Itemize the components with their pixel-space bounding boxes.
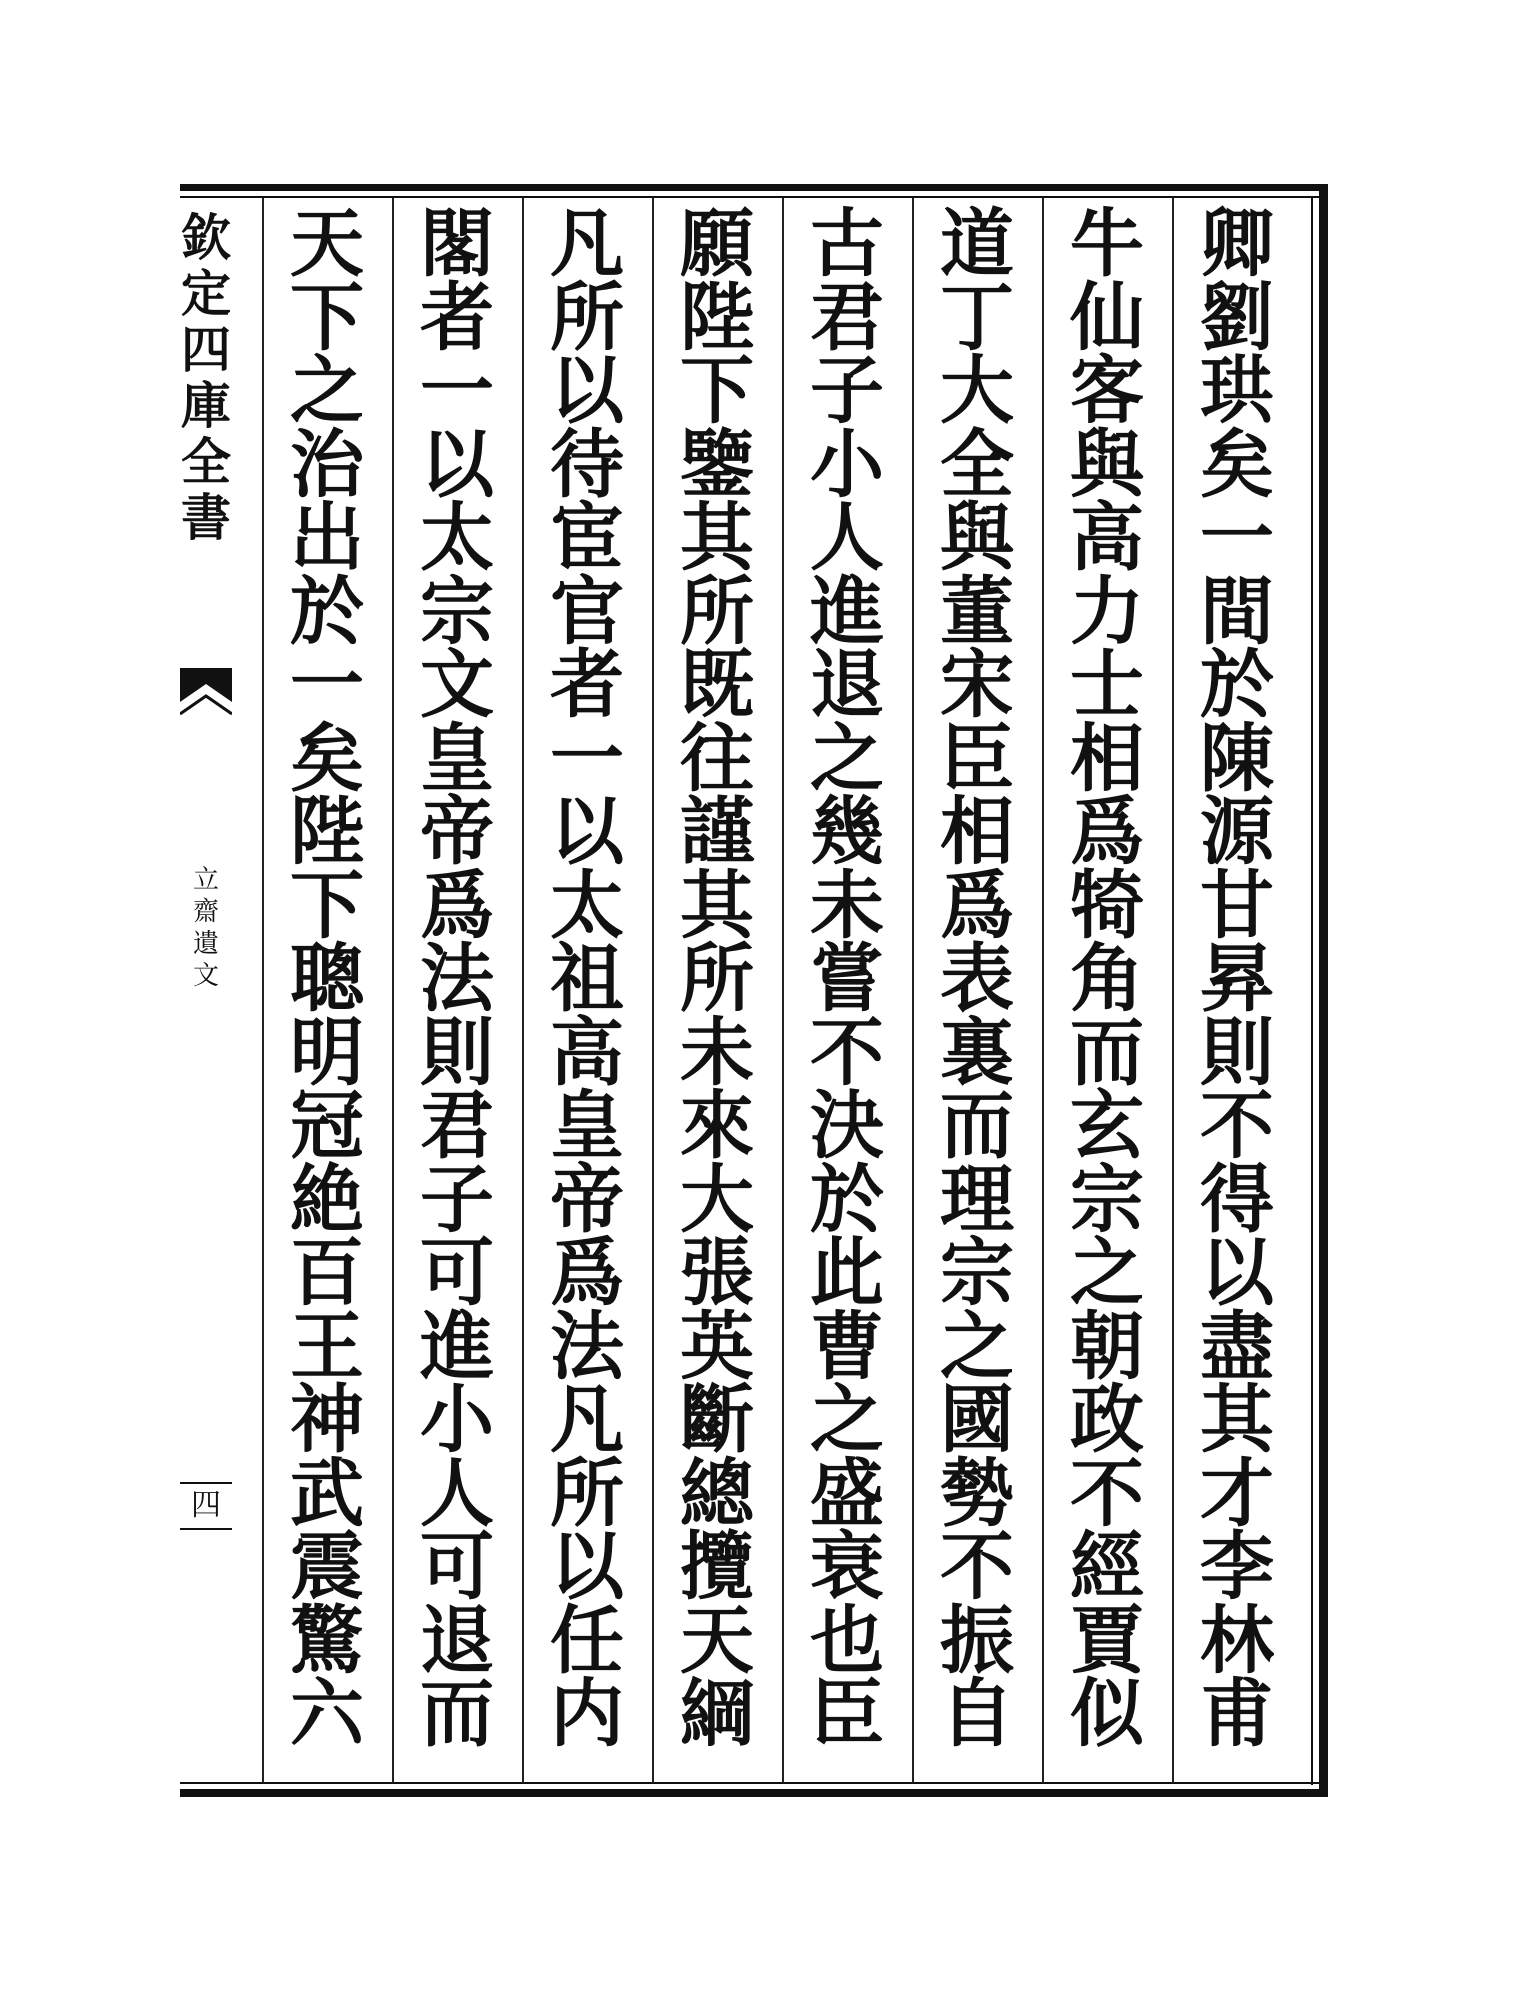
book-title <box>180 210 232 546</box>
text-char: 爲 <box>1070 789 1144 875</box>
text-char: 進 <box>810 568 884 655</box>
text-char: 官 <box>550 568 624 655</box>
text-char: 鑒 <box>680 421 754 508</box>
text-char: 矣 <box>1200 421 1274 508</box>
text-char: 其 <box>680 862 754 949</box>
text-char: 裏 <box>940 1009 1014 1096</box>
text-char: 神 <box>290 1377 364 1463</box>
text-char: 皇 <box>550 1083 624 1169</box>
text-char: 者 <box>550 642 624 728</box>
text-char: 以 <box>550 789 624 875</box>
text-char: 下 <box>290 274 364 361</box>
page-number: 四 <box>191 1488 221 1523</box>
text-char: 高 <box>1070 495 1144 581</box>
text-column <box>1181 201 1293 1778</box>
text-char: 全 <box>940 421 1014 508</box>
text-char: 任 <box>550 1597 624 1684</box>
text-char: 而 <box>1070 1009 1144 1096</box>
text-char: 百 <box>290 1230 364 1316</box>
text-char: 治 <box>290 421 364 508</box>
text-char: 以 <box>1200 1230 1274 1316</box>
text-char: 一 <box>420 348 494 434</box>
text-char: 皇 <box>420 715 494 802</box>
text-char: 以 <box>550 348 624 434</box>
text-char: 才 <box>1200 1450 1274 1537</box>
text-char: 往 <box>680 715 754 802</box>
text-char: 出 <box>290 495 364 581</box>
text-char: 綱 <box>680 1671 754 1757</box>
column-divider <box>1042 198 1044 1783</box>
text-char: 決 <box>810 1083 884 1169</box>
text-char: 進 <box>420 1303 494 1390</box>
text-char: 所 <box>550 274 624 361</box>
column-divider <box>522 198 524 1783</box>
page-frame <box>180 184 1328 1797</box>
text-char: 以 <box>550 1524 624 1610</box>
text-char: 退 <box>420 1597 494 1684</box>
text-char: 不 <box>940 1524 1014 1610</box>
text-char: 大 <box>680 1156 754 1243</box>
text-char: 宗 <box>1070 1156 1144 1243</box>
text-char: 驚 <box>290 1597 364 1684</box>
text-char: 陛 <box>680 274 754 361</box>
text-char: 爲 <box>940 862 1014 949</box>
text-char: 珙 <box>1200 348 1274 434</box>
book-title-char: 全 <box>181 432 231 491</box>
text-char: 卿 <box>1200 201 1274 287</box>
section-title-char: 文 <box>192 961 219 991</box>
text-char: 小 <box>810 421 884 508</box>
text-char: 謹 <box>680 789 754 875</box>
text-char: 之 <box>290 348 364 434</box>
text-char: 甫 <box>1200 1671 1274 1757</box>
text-char: 未 <box>810 862 884 949</box>
text-char: 宋 <box>940 642 1014 728</box>
text-char: 所 <box>550 1450 624 1537</box>
text-char: 勢 <box>940 1450 1014 1537</box>
text-char: 君 <box>420 1083 494 1169</box>
text-char: 宗 <box>420 568 494 655</box>
text-char: 自 <box>940 1671 1014 1757</box>
text-char: 之 <box>1070 1230 1144 1316</box>
text-char: 者 <box>420 274 494 361</box>
text-char: 一 <box>550 715 624 802</box>
text-char: 帝 <box>550 1156 624 1243</box>
text-char: 之 <box>810 715 884 802</box>
page-margin-strip <box>180 198 232 1783</box>
text-char: 得 <box>1200 1156 1274 1243</box>
text-char: 董 <box>940 568 1014 655</box>
text-char: 一 <box>1200 495 1274 581</box>
text-char: 爲 <box>550 1230 624 1316</box>
text-char: 祖 <box>550 936 624 1022</box>
text-char: 犄 <box>1070 862 1144 949</box>
frame-bottom-rule <box>180 1789 1328 1797</box>
text-char: 道 <box>940 201 1014 287</box>
text-char: 不 <box>1200 1083 1274 1169</box>
text-char: 所 <box>680 936 754 1022</box>
text-char: 凡 <box>550 201 624 287</box>
text-char: 凡 <box>550 1377 624 1463</box>
text-char: 士 <box>1070 642 1144 728</box>
column-divider <box>1172 198 1174 1783</box>
column-divider <box>262 198 264 1783</box>
text-char: 聰 <box>290 936 364 1022</box>
text-char: 也 <box>810 1597 884 1684</box>
section-title <box>182 864 230 992</box>
text-column <box>661 201 773 1778</box>
text-char: 劉 <box>1200 274 1274 361</box>
text-char: 文 <box>420 642 494 728</box>
text-char: 衰 <box>810 1524 884 1610</box>
page-number-bottom-rule <box>180 1528 232 1530</box>
text-char: 未 <box>680 1009 754 1096</box>
text-char: 角 <box>1070 936 1144 1022</box>
text-char: 經 <box>1070 1524 1144 1610</box>
text-char: 退 <box>810 642 884 728</box>
frame-right-rule <box>1319 184 1328 1797</box>
text-char: 法 <box>420 936 494 1022</box>
text-char: 法 <box>550 1303 624 1390</box>
book-title-char: 欽 <box>181 208 231 267</box>
text-char: 曹 <box>810 1303 884 1390</box>
text-char: 待 <box>550 421 624 508</box>
text-char: 與 <box>1070 421 1144 508</box>
book-title-char: 庫 <box>181 376 231 435</box>
section-title-char: 遺 <box>192 929 219 959</box>
text-char: 嘗 <box>810 936 884 1022</box>
text-char: 朝 <box>1070 1303 1144 1390</box>
text-char: 盡 <box>1200 1303 1274 1390</box>
text-char: 帝 <box>420 789 494 875</box>
text-char: 大 <box>940 348 1014 434</box>
text-char: 間 <box>1200 568 1274 655</box>
text-char: 太 <box>550 862 624 949</box>
text-char: 理 <box>940 1156 1014 1243</box>
book-title-char: 四 <box>181 320 231 379</box>
text-column <box>921 201 1033 1778</box>
text-char: 幾 <box>810 789 884 875</box>
text-char: 丁 <box>940 274 1014 361</box>
text-char: 古 <box>810 201 884 287</box>
text-char: 賈 <box>1070 1597 1144 1684</box>
text-char: 人 <box>810 495 884 581</box>
text-column <box>401 201 513 1778</box>
book-title-char: 定 <box>181 264 231 323</box>
text-char: 於 <box>810 1156 884 1243</box>
text-char: 一 <box>290 642 364 728</box>
text-char: 來 <box>680 1083 754 1169</box>
book-title-char: 書 <box>181 488 231 547</box>
text-char: 以 <box>420 421 494 508</box>
text-char: 矣 <box>290 715 364 802</box>
text-char: 既 <box>680 642 754 728</box>
text-char: 王 <box>290 1303 364 1390</box>
text-char: 高 <box>550 1009 624 1096</box>
frame-right-inner-rule <box>1311 196 1313 1785</box>
frame-top-inner-rule <box>180 196 1328 198</box>
text-char: 太 <box>420 495 494 581</box>
text-char: 明 <box>290 1009 364 1096</box>
text-char: 與 <box>940 495 1014 581</box>
section-title-char: 立 <box>192 865 219 895</box>
text-char: 不 <box>810 1009 884 1096</box>
text-char: 君 <box>810 274 884 361</box>
text-char: 英 <box>680 1303 754 1390</box>
frame-top-rule <box>180 184 1328 191</box>
text-char: 而 <box>420 1671 494 1757</box>
text-char: 可 <box>420 1524 494 1610</box>
text-char: 總 <box>680 1450 754 1537</box>
section-title-char: 齋 <box>192 897 219 927</box>
text-char: 下 <box>290 862 364 949</box>
column-divider <box>652 198 654 1783</box>
text-char: 天 <box>290 201 364 287</box>
text-char: 李 <box>1200 1524 1274 1610</box>
text-char: 宗 <box>940 1230 1014 1316</box>
text-char: 甘 <box>1200 862 1274 949</box>
text-char: 武 <box>290 1450 364 1537</box>
text-char: 其 <box>1200 1377 1274 1463</box>
text-char: 冠 <box>290 1083 364 1169</box>
page-number-top-rule <box>180 1482 232 1484</box>
text-char: 力 <box>1070 568 1144 655</box>
text-char: 表 <box>940 936 1014 1022</box>
text-char: 所 <box>680 568 754 655</box>
text-char: 陳 <box>1200 715 1274 802</box>
text-char: 子 <box>810 348 884 434</box>
text-char: 玄 <box>1070 1083 1144 1169</box>
column-divider <box>392 198 394 1783</box>
text-char: 絶 <box>290 1156 364 1243</box>
text-char: 宦 <box>550 495 624 581</box>
text-char: 相 <box>940 789 1014 875</box>
text-char: 閣 <box>420 201 494 287</box>
text-char: 之 <box>940 1303 1014 1390</box>
text-char: 政 <box>1070 1377 1144 1463</box>
text-char: 於 <box>1200 642 1274 728</box>
text-char: 人 <box>420 1450 494 1537</box>
text-char: 攬 <box>680 1524 754 1610</box>
text-char: 國 <box>940 1377 1014 1463</box>
text-column <box>1051 201 1163 1778</box>
text-char: 内 <box>550 1671 624 1757</box>
text-char: 似 <box>1070 1671 1144 1757</box>
frame-bottom-inner-rule <box>180 1782 1328 1784</box>
text-char: 於 <box>290 568 364 655</box>
text-char: 下 <box>680 348 754 434</box>
text-char: 仙 <box>1070 274 1144 361</box>
text-char: 相 <box>1070 715 1144 802</box>
text-char: 盛 <box>810 1450 884 1537</box>
text-char: 之 <box>810 1377 884 1463</box>
text-char: 六 <box>290 1671 364 1757</box>
text-char: 則 <box>1200 1009 1274 1096</box>
text-char: 客 <box>1070 348 1144 434</box>
text-char: 昪 <box>1200 936 1274 1022</box>
column-divider <box>782 198 784 1783</box>
text-char: 其 <box>680 495 754 581</box>
text-char: 爲 <box>420 862 494 949</box>
text-char: 臣 <box>810 1671 884 1757</box>
text-char: 子 <box>420 1156 494 1243</box>
text-char: 斷 <box>680 1377 754 1463</box>
text-char: 而 <box>940 1083 1014 1169</box>
text-char: 張 <box>680 1230 754 1316</box>
text-column <box>531 201 643 1778</box>
text-char: 小 <box>420 1377 494 1463</box>
text-char: 則 <box>420 1009 494 1096</box>
text-char: 不 <box>1070 1450 1144 1537</box>
text-char: 臣 <box>940 715 1014 802</box>
text-char: 可 <box>420 1230 494 1316</box>
column-divider <box>912 198 914 1783</box>
text-char: 願 <box>680 201 754 287</box>
text-char: 陛 <box>290 789 364 875</box>
text-column <box>791 201 903 1778</box>
text-char: 振 <box>940 1597 1014 1684</box>
text-char: 林 <box>1200 1597 1274 1684</box>
text-char: 此 <box>810 1230 884 1316</box>
text-char: 牛 <box>1070 201 1144 287</box>
fishtail-ornament <box>180 668 232 728</box>
text-char: 天 <box>680 1597 754 1684</box>
text-char: 震 <box>290 1524 364 1610</box>
text-char: 源 <box>1200 789 1274 875</box>
text-column <box>271 201 383 1778</box>
